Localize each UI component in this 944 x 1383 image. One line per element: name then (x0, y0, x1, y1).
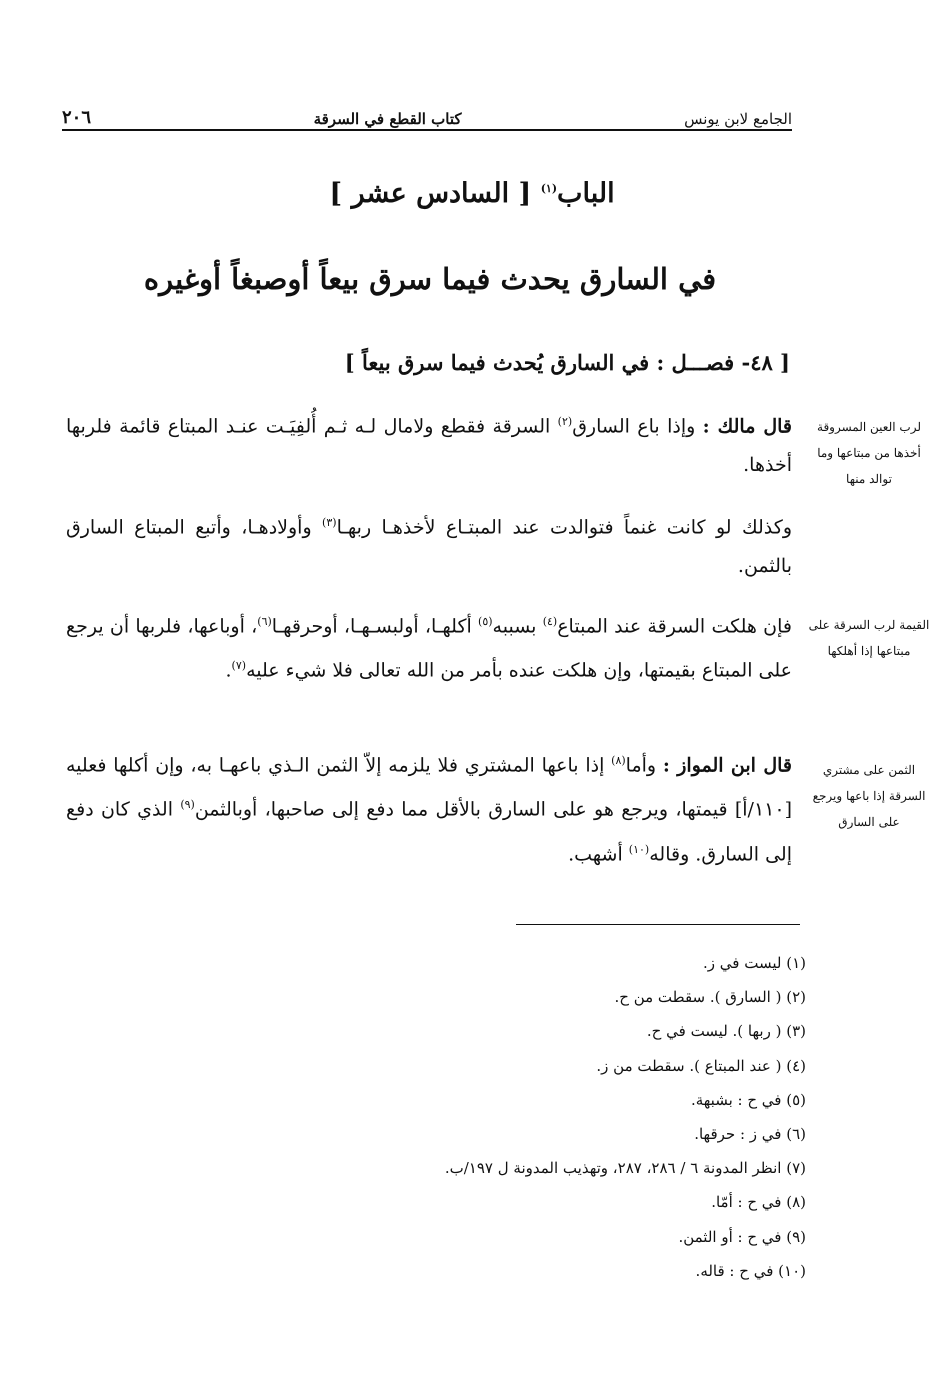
footnote-item: (٦) في ز : حرقها. (694, 1124, 806, 1143)
chapter-subtitle: في السارق يحدث فيما سرق بيعاً أوصبغاً أوغيره (143, 262, 717, 296)
footnote-ref[interactable]: (٨) (611, 754, 626, 767)
paragraph-text: الذي كان دفع إلى السارق. وقاله (66, 798, 792, 865)
chapter-label: الباب (557, 178, 615, 209)
footnote-item: (٧) انظر المدونة ٦ / ٢٨٦، ٢٨٧، وتهذيب المدونة ل ١٩٧/ب. (444, 1159, 806, 1178)
paragraph (66, 741, 792, 874)
paragraph-text: وأما (625, 754, 663, 777)
paragraph-lead: قال ابن المواز : (662, 754, 793, 777)
page-number: ٢٠٦ (62, 107, 92, 128)
running-header (62, 100, 792, 128)
footnote-separator (516, 924, 800, 925)
footnote-ref[interactable]: (٧) (231, 659, 247, 673)
footnote-item: (٤) ( عند المبتاع ). سقطت من ز. (596, 1056, 806, 1075)
footnote-item: (١٠) في ح : قاله. (695, 1261, 806, 1280)
paragraph-text: بسببه (492, 615, 543, 638)
footnote-item: (٢) ( السارق ). سقطت من ح. (614, 988, 806, 1007)
footnote-item: (٩) في ح : أو الثمن. (678, 1227, 806, 1246)
footnote-ref[interactable]: (١) (540, 182, 558, 195)
paragraph-text: وكذلك لو كانت غنماً فتوالدت عند المبتـاع لأخذهـا ربهـا (336, 516, 792, 539)
paragraph-text: وإذا باع السارق (572, 415, 703, 438)
paragraph (66, 503, 792, 586)
paragraph-text: أشهب. (568, 842, 629, 865)
paragraph (66, 402, 792, 485)
footnote-ref[interactable]: (٥) (478, 615, 493, 628)
paragraph-text: إذا باعها المشتري فلا يلزمه إلاّ الثمن الـذي باعهـا به، وإن أكلها فعليه [١١٠/أ] قيمتها، ويرجع هو على السارق بالأقل مما دفع إلى صاحبها، أوبالثمن (66, 754, 792, 821)
footnote-ref[interactable]: (٢) (557, 415, 573, 428)
paragraph-text: ، أوباعها، فلربها أن يرجع على المبتاع بقيمتها، وإن هلكت عنده بأمر من الله تعالى فلا شيء عليه (66, 615, 792, 682)
footnotes-list (300, 948, 806, 1290)
footnote-item: (١) ليست في ز. (703, 954, 806, 972)
footnote-item: (٥) في ح : بشبهة. (690, 1090, 806, 1109)
paragraph-text: السرقة فقطع ولامال لـه ثـم أُلفِيَـت عنـد المبتاع قائمة فلربها أخذها. (66, 415, 792, 477)
chapter-title (0, 178, 944, 209)
footnote-item: (٣) ( ربها ). ليست في ح. (646, 1022, 806, 1041)
margin-note: الثمن على مشتري السرقة إذا باعها ويرجع على السارق (812, 763, 926, 829)
paragraph-text: فإن هلكت السرقة عند المبتاع (557, 615, 792, 638)
paragraph-text: . (225, 659, 232, 682)
header-book-author: الجامع لابن يونس (684, 110, 792, 128)
margin-note: القيمة لرب السرقة على مبتاعها إذا أهلكها (808, 618, 930, 658)
section-heading: [ ٤٨- فصـــل : في السارق يُحدث فيما سرق بيعاً ] (344, 350, 790, 375)
header-chapter-title: كتاب القطع في السرقة (313, 110, 462, 128)
paragraph-text: وأولادهـا، وأتبع المبتاع السارق بالثمن. (66, 516, 792, 578)
header-rule (62, 129, 792, 131)
margin-note: لرب العين المسروقة أخذها من مبتاعها وما توالد منها (817, 420, 921, 486)
footnote-ref[interactable]: (٩) (180, 798, 195, 812)
footnote-ref[interactable]: (١٠) (628, 842, 650, 856)
paragraph-text: أكلهـا، أولبسـهـا، أوحرقهـا (271, 615, 479, 638)
footnote-item: (٨) في ح : أمّا. (711, 1193, 806, 1212)
paragraph-lead: قال مالك : (702, 415, 793, 438)
paragraph (66, 602, 792, 691)
chapter-name: [ السادس عشر ] (329, 178, 532, 209)
footnote-ref[interactable]: (٦) (257, 615, 272, 628)
footnote-ref[interactable]: (٤) (542, 615, 558, 628)
footnote-ref[interactable]: (٣) (322, 516, 337, 529)
